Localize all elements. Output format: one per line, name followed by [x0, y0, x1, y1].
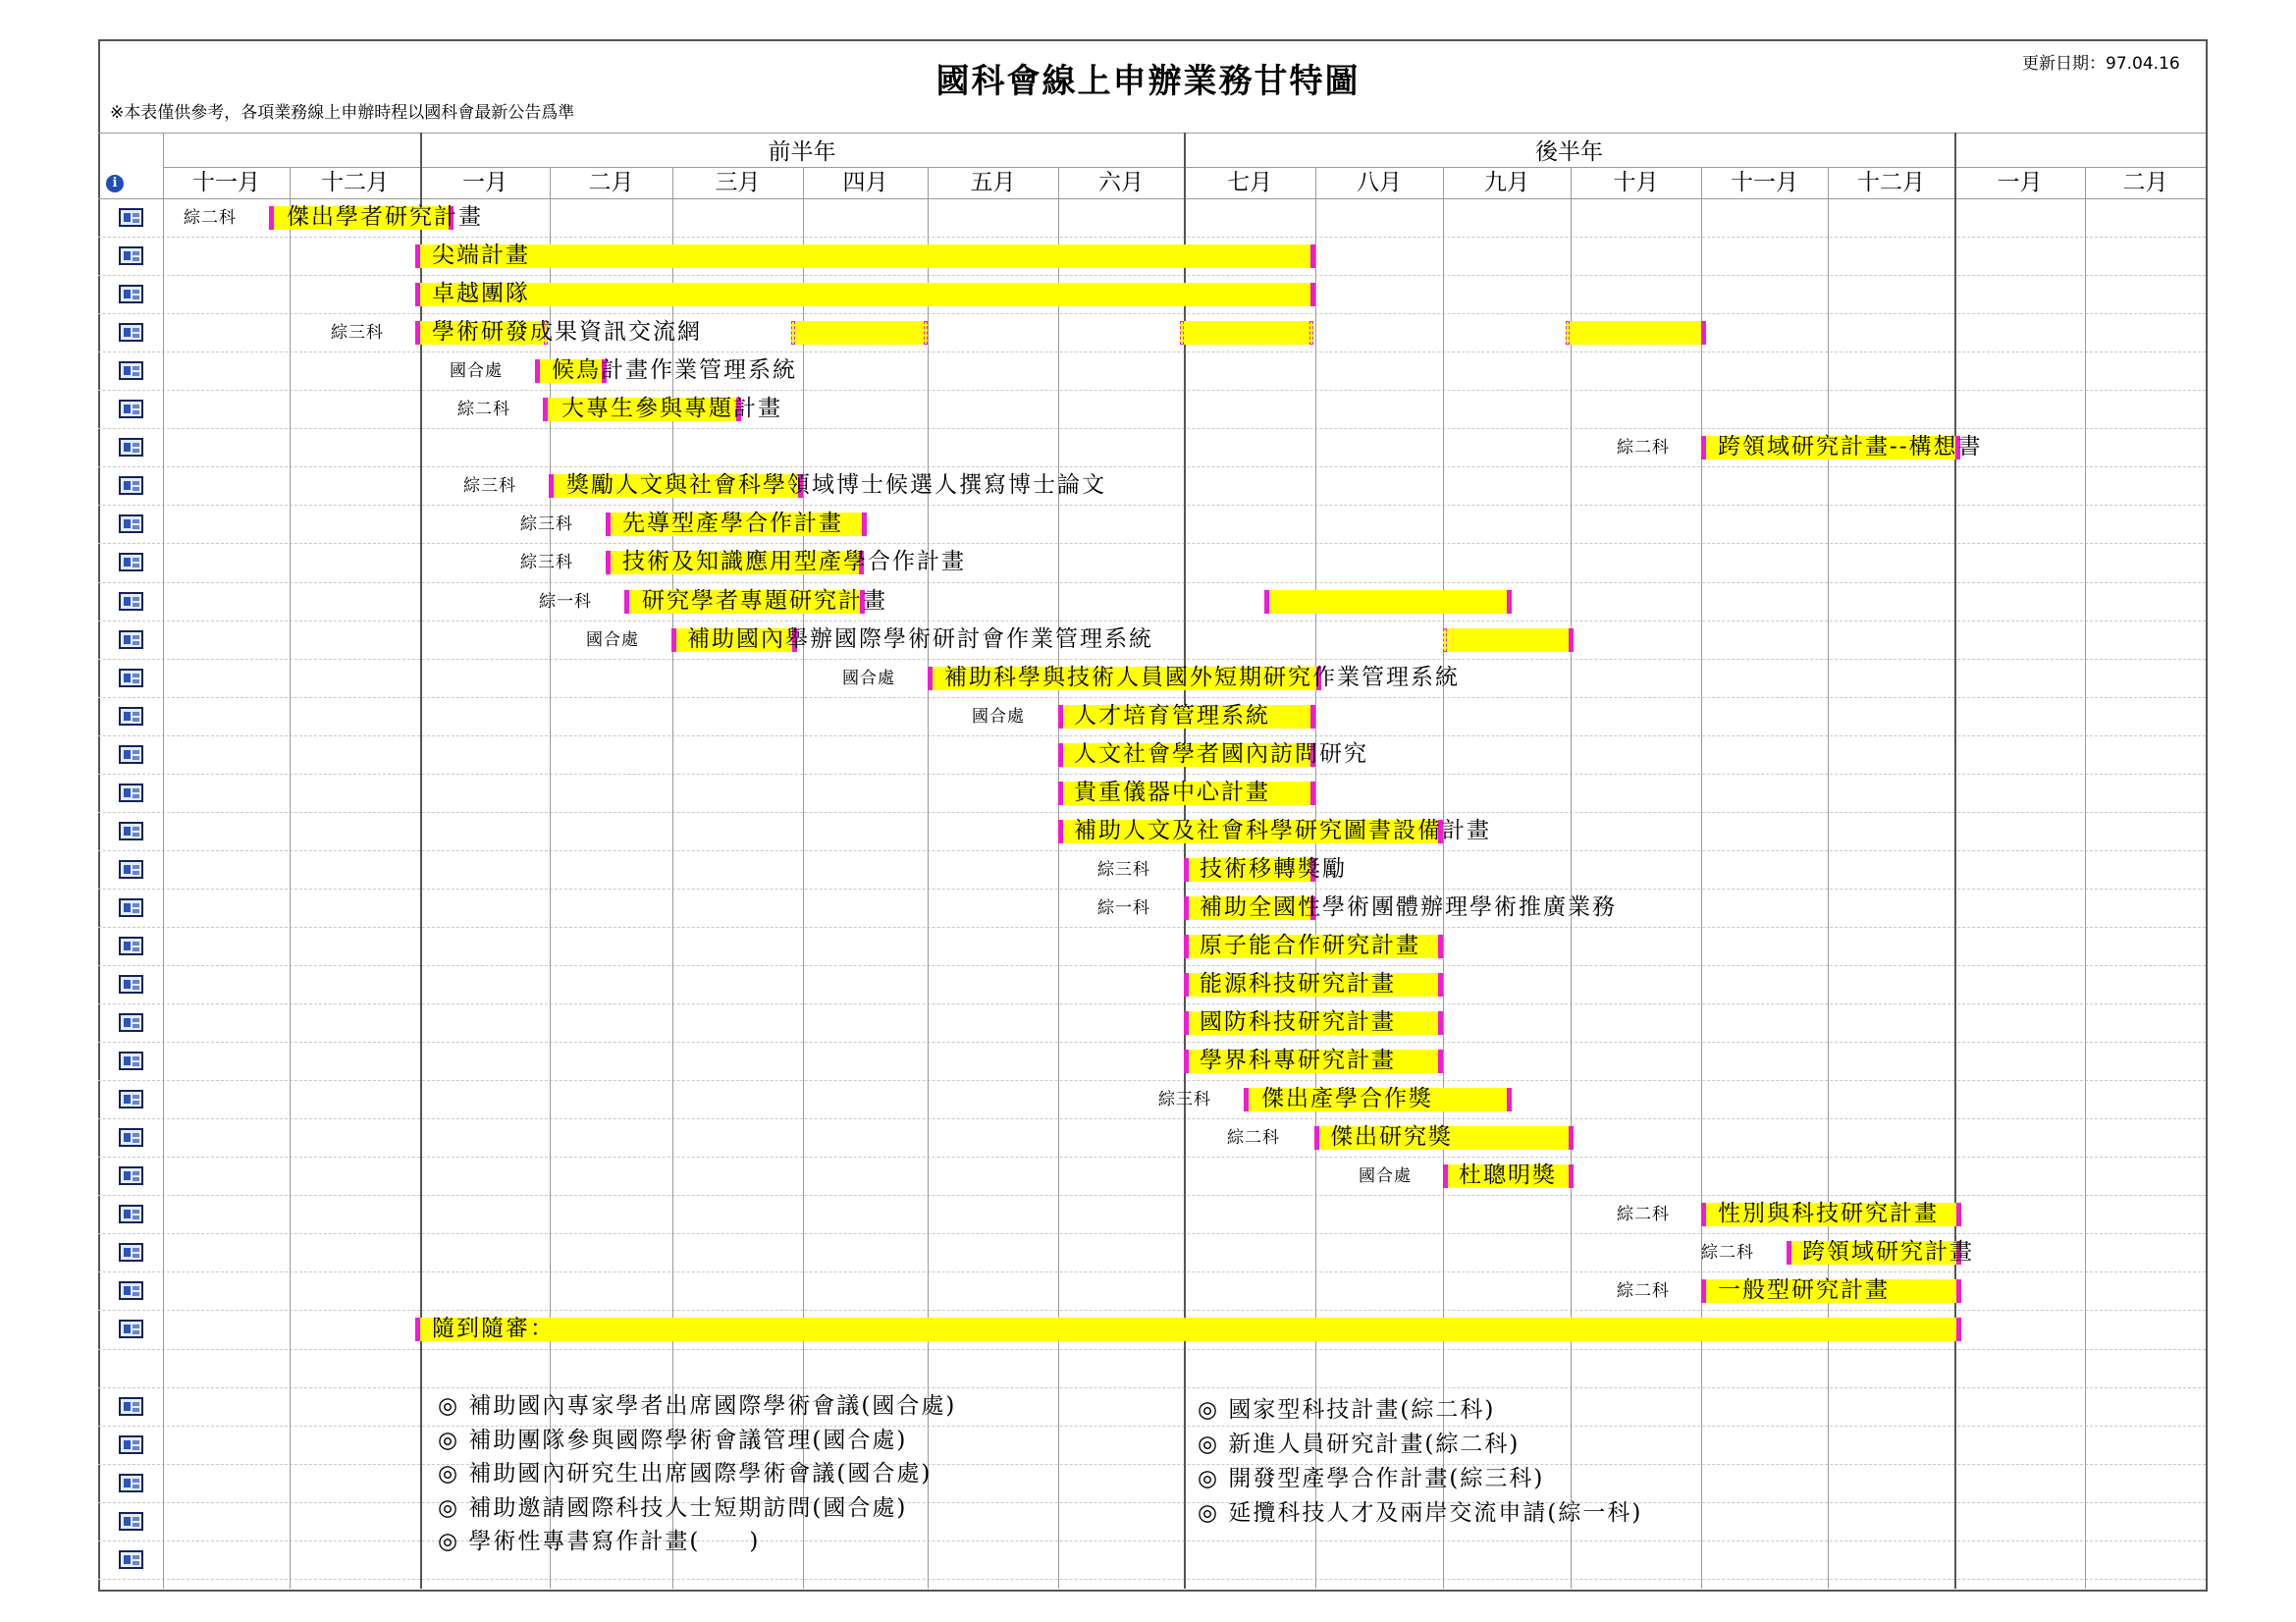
task-name[interactable]: 卓越團隊	[432, 281, 530, 307]
anytime-item[interactable]: ◎ 補助國內研究生出席國際學術會議(國合處)	[438, 1461, 933, 1487]
month-label: 三月	[715, 170, 761, 195]
task-name[interactable]: 候鳥計畫作業管理系統	[552, 357, 797, 384]
task-department: 國合處	[586, 629, 639, 650]
row-detail-icon[interactable]	[119, 400, 143, 418]
row-detail-icon[interactable]	[119, 975, 143, 994]
task-department: 綜三科	[463, 476, 516, 497]
half-year-second: 後半年	[1535, 139, 1603, 165]
month-label: 一月	[1997, 170, 2043, 195]
month-label: 一月	[462, 170, 507, 195]
month-label: 八月	[1357, 170, 1402, 195]
task-name[interactable]: 補助國內舉辦國際學術研討會作業管理系統	[687, 625, 1153, 652]
task-name[interactable]: 學術研發成果資訊交流網	[432, 319, 702, 346]
month-label: 九月	[1484, 170, 1529, 195]
month-label: 五月	[970, 170, 1016, 195]
task-department: 綜二科	[1617, 1281, 1670, 1302]
task-name[interactable]: 傑出學者研究計畫	[287, 204, 483, 230]
row-detail-icon[interactable]	[119, 669, 143, 687]
task-department: 綜三科	[520, 553, 573, 573]
row-detail-icon[interactable]	[119, 1013, 143, 1032]
task-department: 國合處	[1359, 1166, 1412, 1187]
row-detail-icon[interactable]	[119, 1281, 143, 1300]
anytime-item[interactable]: ◎ 補助國內專家學者出席國際學術會議(國合處)	[438, 1393, 957, 1419]
row-detail-icon[interactable]	[119, 1320, 143, 1338]
gantt-bar	[415, 1318, 1961, 1341]
task-department: 綜二科	[1617, 1205, 1670, 1225]
task-name[interactable]: 跨領域研究計畫	[1802, 1239, 1974, 1266]
gantt-bar	[415, 244, 1315, 268]
task-name[interactable]: 性別與科技研究計畫	[1718, 1201, 1939, 1227]
task-name[interactable]: 補助全國性學術團體辦理學術推廣業務	[1200, 893, 1617, 920]
gantt-bar	[1443, 628, 1574, 652]
row-detail-icon[interactable]	[119, 707, 143, 726]
task-name[interactable]: 傑出產學合作獎	[1261, 1086, 1433, 1112]
row-detail-icon[interactable]	[119, 630, 143, 649]
row-detail-icon[interactable]	[119, 898, 143, 917]
month-label: 十二月	[1857, 170, 1925, 195]
task-name[interactable]: 貴重儀器中心計畫	[1074, 779, 1270, 805]
month-label: 十月	[1613, 170, 1659, 195]
task-department: 綜一科	[1097, 897, 1150, 918]
task-department: 綜三科	[1158, 1090, 1211, 1110]
task-department: 國合處	[972, 706, 1025, 727]
row-detail-icon[interactable]	[119, 361, 143, 380]
gantt-bar	[1180, 321, 1313, 345]
task-name[interactable]: 人文社會學者國內訪問研究	[1074, 740, 1368, 767]
row-detail-icon[interactable]	[119, 1435, 143, 1454]
task-name[interactable]: 技術移轉獎勵	[1200, 855, 1347, 882]
task-name[interactable]: 杜聰明獎	[1459, 1162, 1557, 1189]
task-department: 綜三科	[520, 514, 573, 535]
gantt-bar	[415, 283, 1315, 306]
month-label: 十一月	[1731, 170, 1798, 195]
anytime-item[interactable]: ◎ 新進人員研究計畫(綜二科)	[1198, 1432, 1521, 1457]
month-label: 十一月	[192, 170, 260, 195]
gantt-bar	[791, 321, 928, 345]
anytime-item[interactable]: ◎ 國家型科技計畫(綜二科)	[1198, 1397, 1496, 1423]
row-detail-icon[interactable]	[119, 860, 143, 879]
task-name[interactable]: 人才培育管理系統	[1074, 702, 1270, 729]
month-label: 二月	[588, 170, 634, 195]
month-label: 二月	[2122, 170, 2168, 195]
row-detail-icon[interactable]	[119, 1474, 143, 1492]
task-department: 綜二科	[1701, 1243, 1754, 1264]
row-detail-icon[interactable]	[119, 1243, 143, 1262]
row-detail-icon[interactable]	[119, 1166, 143, 1185]
row-detail-icon[interactable]	[119, 1205, 143, 1223]
row-detail-icon[interactable]	[119, 246, 143, 265]
row-detail-icon[interactable]	[119, 285, 143, 303]
task-department: 綜三科	[1097, 859, 1150, 880]
task-name[interactable]: 一般型研究計畫	[1718, 1277, 1890, 1304]
row-detail-icon[interactable]	[119, 745, 143, 764]
disclaimer-note: ※本表僅供參考，各項業務線上申辦時程以國科會最新公告爲準	[110, 103, 575, 123]
row-detail-icon[interactable]	[119, 592, 143, 611]
row-detail-icon[interactable]	[119, 1090, 143, 1108]
task-name[interactable]: 補助科學與技術人員國外短期研究作業管理系統	[944, 664, 1460, 690]
gantt-bar	[1264, 590, 1512, 614]
row-detail-icon[interactable]	[119, 1052, 143, 1070]
task-name[interactable]: 原子能合作研究計畫	[1200, 932, 1420, 958]
anytime-item[interactable]: ◎ 補助團隊參與國際學術會議管理(國合處)	[438, 1427, 908, 1453]
gantt-bar	[1566, 321, 1706, 345]
row-detail-icon[interactable]	[119, 1550, 143, 1569]
row-detail-icon[interactable]	[119, 208, 143, 227]
row-detail-icon[interactable]	[119, 438, 143, 457]
task-name[interactable]: 技術及知識應用型產學合作計畫	[622, 549, 966, 575]
task-name[interactable]: 跨領域研究計畫--構想書	[1718, 434, 1983, 460]
task-name[interactable]: 先導型產學合作計畫	[622, 511, 843, 537]
task-department: 綜二科	[184, 208, 237, 228]
page-title: 國科會線上申辦業務甘特圖	[935, 62, 1361, 101]
row-detail-icon[interactable]	[119, 1128, 143, 1147]
task-name[interactable]: 傑出研究獎	[1330, 1124, 1453, 1151]
task-department: 綜一科	[539, 591, 592, 612]
anytime-item[interactable]: ◎ 補助邀請國際科技人士短期訪問(國合處)	[438, 1494, 908, 1521]
info-icon[interactable]: i	[106, 175, 124, 192]
task-department: 綜三科	[331, 323, 384, 344]
anytime-item[interactable]: ◎ 開發型產學合作計畫(綜三科)	[1198, 1466, 1545, 1491]
task-name[interactable]: 隨到隨審：	[432, 1316, 555, 1342]
task-department: 國合處	[842, 668, 895, 688]
task-name[interactable]: 學界科專研究計畫	[1200, 1048, 1396, 1074]
update-date: 更新日期：97.04.16	[2022, 54, 2180, 74]
anytime-item[interactable]: ◎ 學術性專書寫作計畫( )	[438, 1529, 761, 1554]
task-name[interactable]: 研究學者專題研究計畫	[642, 587, 887, 614]
task-department: 國合處	[450, 361, 503, 382]
task-name[interactable]: 大專生參與專題計畫	[561, 396, 782, 422]
task-department: 綜二科	[1227, 1128, 1280, 1149]
row-detail-icon[interactable]	[119, 822, 143, 840]
row-detail-icon[interactable]	[119, 323, 143, 342]
task-name[interactable]: 能源科技研究計畫	[1200, 971, 1396, 997]
task-name[interactable]: 獎勵人文與社會科學領域博士候選人撰寫博士論文	[566, 472, 1106, 499]
task-name[interactable]: 補助人文及社會科學研究圖書設備計畫	[1074, 817, 1491, 843]
row-detail-icon[interactable]	[119, 514, 143, 533]
row-detail-icon[interactable]	[119, 553, 143, 571]
row-detail-icon[interactable]	[119, 476, 143, 495]
anytime-item[interactable]: ◎ 延攬科技人才及兩岸交流申請(綜一科)	[1198, 1500, 1643, 1526]
row-detail-icon[interactable]	[119, 1397, 143, 1416]
row-detail-icon[interactable]	[119, 1512, 143, 1531]
task-department: 綜二科	[457, 400, 510, 420]
month-label: 十二月	[321, 170, 389, 195]
task-department: 綜二科	[1617, 438, 1670, 459]
task-name[interactable]: 尖端計畫	[432, 243, 530, 269]
month-label: 七月	[1227, 170, 1272, 195]
task-name[interactable]: 國防科技研究計畫	[1200, 1009, 1396, 1036]
row-detail-icon[interactable]	[119, 937, 143, 955]
month-label: 四月	[842, 170, 888, 195]
half-year-first: 前半年	[768, 139, 836, 165]
row-detail-icon[interactable]	[119, 784, 143, 802]
month-label: 六月	[1098, 170, 1144, 195]
